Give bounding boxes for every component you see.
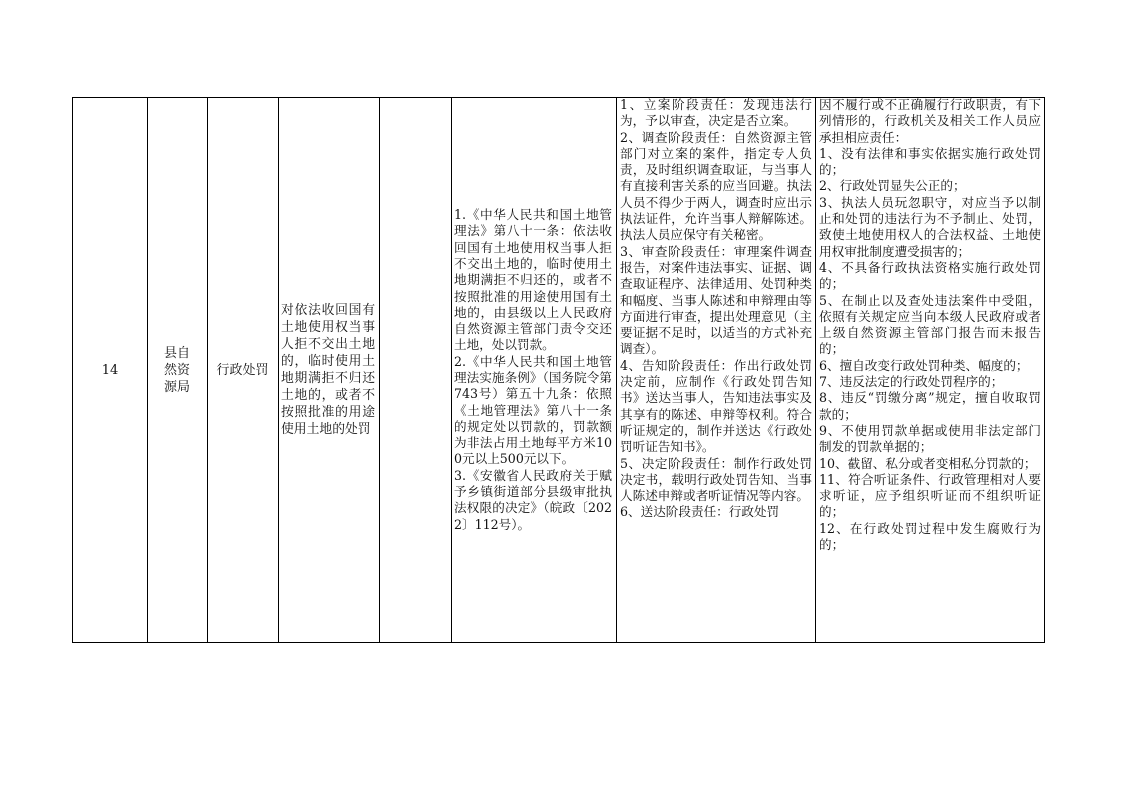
accountability-item: 因不履行或不正确履行行政职责，有下列情形的，行政机关及相关工作人员应承担相应责任： (819, 98, 1041, 145)
accountability-item: 5、在制止以及查处违法案件中受阻，依照有关规定应当向本级人民政府或者上级自然资源主管部门报告而未报告的； (819, 292, 1041, 357)
responsibility-item: 6、送达阶段责任：行政处罚 (620, 504, 780, 520)
responsibility-cell (616, 98, 815, 642)
accountability-item: 9、不使用罚款单据或使用非法定部门制发的罚款单据的； (819, 422, 1041, 455)
item-name-cell (278, 98, 379, 642)
department-name: 县自然资源局 (163, 345, 190, 395)
legal-basis (451, 207, 616, 533)
accountability-item: 4、不具备行政执法资格实施行政处罚的； (819, 259, 1041, 292)
row-number: 14 (101, 362, 119, 378)
sub-item-cell (379, 98, 451, 642)
accountability-item: 12、在行政处罚过程中发生腐败行为的； (819, 520, 1041, 553)
legal-basis-cell (451, 98, 616, 642)
responsibility-list (616, 98, 815, 521)
accountability-item: 3、执法人员玩忽职守，对应当予以制止和处罚的违法行为不予制止、处罚，致使土地使用权人的合法权益、土地使用权审批制度遭受损害的； (819, 194, 1041, 259)
responsibility-item: 3、审查阶段责任：审理案件调查报告，对案件违法事实、证据、调查取证程序、法律适用、处罚种类和幅度、当事人陈述和申辩理由等方面进行审查，提出处理意见（主要证据不足时，以适当的方式补充调查）。 (620, 243, 812, 357)
record-table (72, 97, 1045, 643)
item-category: 行政处罚 (216, 362, 269, 378)
item-name: 对依法收回国有土地使用权当事人拒不交出土地的，临时使用土地期满拒不归还土地的，或者不按照批准的用途使用土地的处罚 (281, 303, 375, 437)
accountability-item: 6、擅自改变行政处罚种类、幅度的； (819, 357, 1029, 373)
accountability-item: 10、截留、私分或者变相私分罚款的； (819, 455, 1037, 471)
responsibility-item: 4、告知阶段责任：作出行政处罚决定前，应制作《行政处罚告知书》送达当事人，告知违法事实及其享有的陈述、申辩等权利。符合听证规定的，制作并送达《行政处罚听证告知书》。 (620, 357, 812, 455)
responsibility-item: 1、立案阶段责任：发现违法行为，予以审查，决定是否立案。 (620, 98, 812, 129)
accountability-list (815, 98, 1044, 553)
accountability-cell (815, 98, 1044, 642)
responsibility-item: 2、调查阶段责任：自然资源主管部门对立案的案件，指定专人负责，及时组织调查取证，与当事人有直接利害关系的应当回避。执法人员不得少于两人，调查时应出示执法证件，允许当事人辩解陈述。执法人员应保守有关秘密。 (620, 129, 812, 243)
accountability-item: 11、符合听证条件、行政管理相对人要求听证，应予组织听证而不组织听证的； (819, 471, 1041, 520)
accountability-item: 2、行政处罚显失公正的； (819, 178, 966, 194)
accountability-item: 7、违反法定的行政处罚程序的； (819, 374, 1004, 390)
accountability-item: 1、没有法律和事实依据实施行政处罚的； (819, 145, 1041, 178)
accountability-item: 8、违反“罚缴分离”规定，擅自收取罚款的； (819, 390, 1041, 422)
legal-basis-item: 2.《中华人民共和国土地管理法实施条例》（国务院令第743号）第五十九条：依照《土地管理法》第八十一条的规定处以罚款的，罚款额为非法占用土地每平方米100元以上500元以下。 (454, 353, 612, 467)
legal-basis-item: 1.《中华人民共和国土地管理法》第八十一条：依法收回国有土地使用权当事人拒不交出土地的，临时使用土地期满拒不归还的，或者不按照批准的用途使用国有土地的，由县级以上人民政府自然资源主管部门责令交还土地，处以罚款。 (454, 207, 612, 353)
responsibility-item: 5、决定阶段责任：制作行政处罚决定书，载明行政处罚告知、当事人陈述申辩或者听证情况等内容。 (620, 455, 812, 504)
legal-basis-item: 3.《安徽省人民政府关于赋予乡镇街道部分县级审批执法权限的决定》（皖政〔2022〕112号）。 (454, 467, 612, 532)
